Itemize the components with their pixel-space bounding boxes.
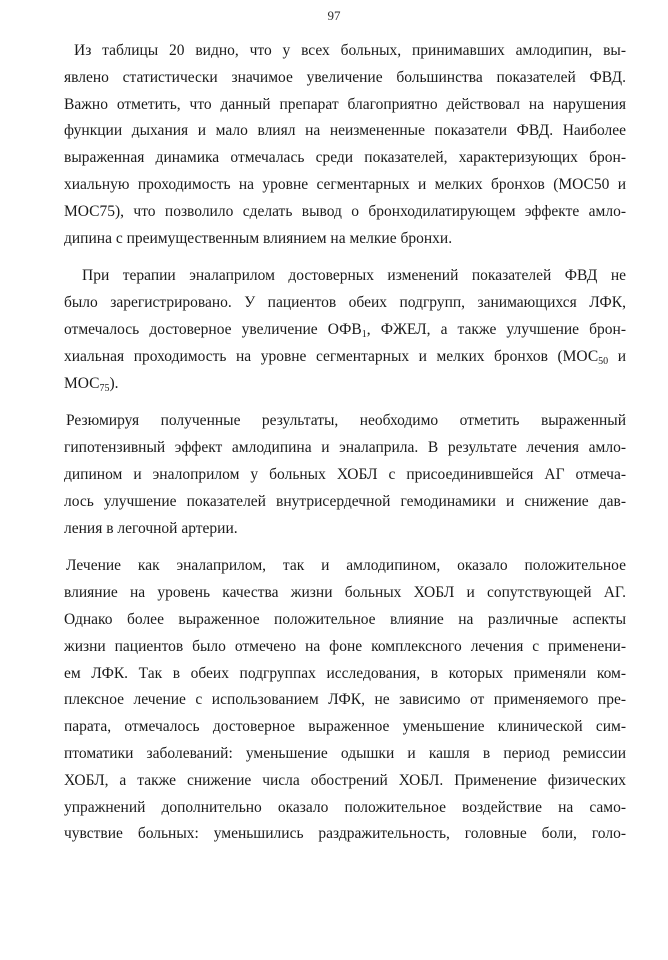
text-line: упражнений дополнительно оказало положительное воздействие на само- [64, 798, 626, 816]
text-line: хиальную проходимость на уровне сегментарных и мелких бронхов (МОС50 и [64, 175, 626, 193]
text-fragment: , ФЖЕЛ, а также улучшение брон- [366, 320, 626, 338]
text-line: птоматики заболеваний: уменьшение одышки и кашля в период ремиссии [64, 744, 626, 762]
text-line: плексное лечение с использованием ЛФК, не зависимо от применяемого пре- [64, 691, 626, 709]
subscript: 1 [361, 328, 367, 340]
text-line: ления в легочной артерии. [64, 519, 238, 537]
text-line: Из таблицы 20 видно, что у всех больных, принимавших амлодипин, вы- [74, 42, 626, 59]
text-line: Важно отметить, что данный препарат благоприятно действовал на нарушения [64, 95, 626, 113]
paragraph-4 [64, 553, 626, 848]
text-line: жизни пациентов было отмечено на фоне комплексного лечения с применени- [64, 637, 626, 655]
text-line: Резюмируя полученные результаты, необходимо отметить выраженный [66, 412, 626, 430]
text-line: явлено статистически значимое увеличение большинства показателей ФВД. [64, 68, 626, 86]
subscript: 50 [598, 355, 609, 367]
page-number: 97 [327, 8, 341, 23]
text-line: Однако более выраженное положительное влияние на различные аспекты [64, 610, 626, 628]
text-line: ем ЛФК. Так в обеих подгруппах исследования, в которых применяли ком- [64, 664, 626, 682]
text-line: При терапии эналаприлом достоверных изменений показателей ФВД не [82, 267, 626, 285]
text-fragment: и [608, 347, 626, 365]
text-line: дипином и эналоприлом у больных ХОБЛ с присоединившейся АГ отмеча- [64, 465, 626, 483]
text-fragment: хиальная проходимость на уровне сегментарных и мелких бронхов (МОС [64, 347, 599, 365]
text-line: функции дыхания и мало влиял на неизмененные показатели ФВД. Наиболее [64, 122, 626, 140]
paragraph-1 [64, 38, 626, 252]
paragraph-3 [64, 408, 626, 542]
text-line: дипина с преимущественным влиянием на мелкие бронхи. [64, 229, 453, 247]
text-line: парата, отмечалось достоверное выраженное уменьшение клинической сим- [64, 718, 626, 736]
subscript: 75 [99, 382, 110, 394]
text-line-with-subscript [64, 371, 626, 398]
document-body [64, 38, 626, 848]
text-line-with-subscript [64, 344, 626, 371]
text-line: чувствие больных: уменьшились раздражительность, головные боли, голо- [64, 825, 626, 843]
text-line: выраженная динамика отмечалась среди показателей, характеризующих брон- [64, 149, 626, 167]
paragraph-2 [64, 263, 626, 397]
text-fragment: отмечалось достоверное увеличение ОФВ [64, 320, 362, 338]
text-line: лось улучшение показателей внутрисердечной гемодинамики и снижение дав- [64, 492, 626, 510]
text-fragment: МОС [64, 374, 100, 392]
text-line: МОС75), что позволило сделать вывод о бронходилатирующем эффекте амло- [64, 202, 626, 220]
text-line: было зарегистрировано. У пациентов обеих подгрупп, занимающихся ЛФК, [64, 294, 626, 312]
text-fragment: ). [109, 374, 119, 392]
text-line: ХОБЛ, а также снижение числа обострений ХОБЛ. Применение физических [64, 771, 626, 789]
text-line-with-subscript [64, 317, 626, 344]
text-line: гипотензивный эффект амлодипина и эналаприла. В результате лечения амло- [64, 439, 626, 457]
text-line: Лечение как эналаприлом, так и амлодипином, оказало положительное [66, 557, 626, 575]
text-line: влияние на уровень качества жизни больных ХОБЛ и сопутствующей АГ. [64, 584, 626, 602]
